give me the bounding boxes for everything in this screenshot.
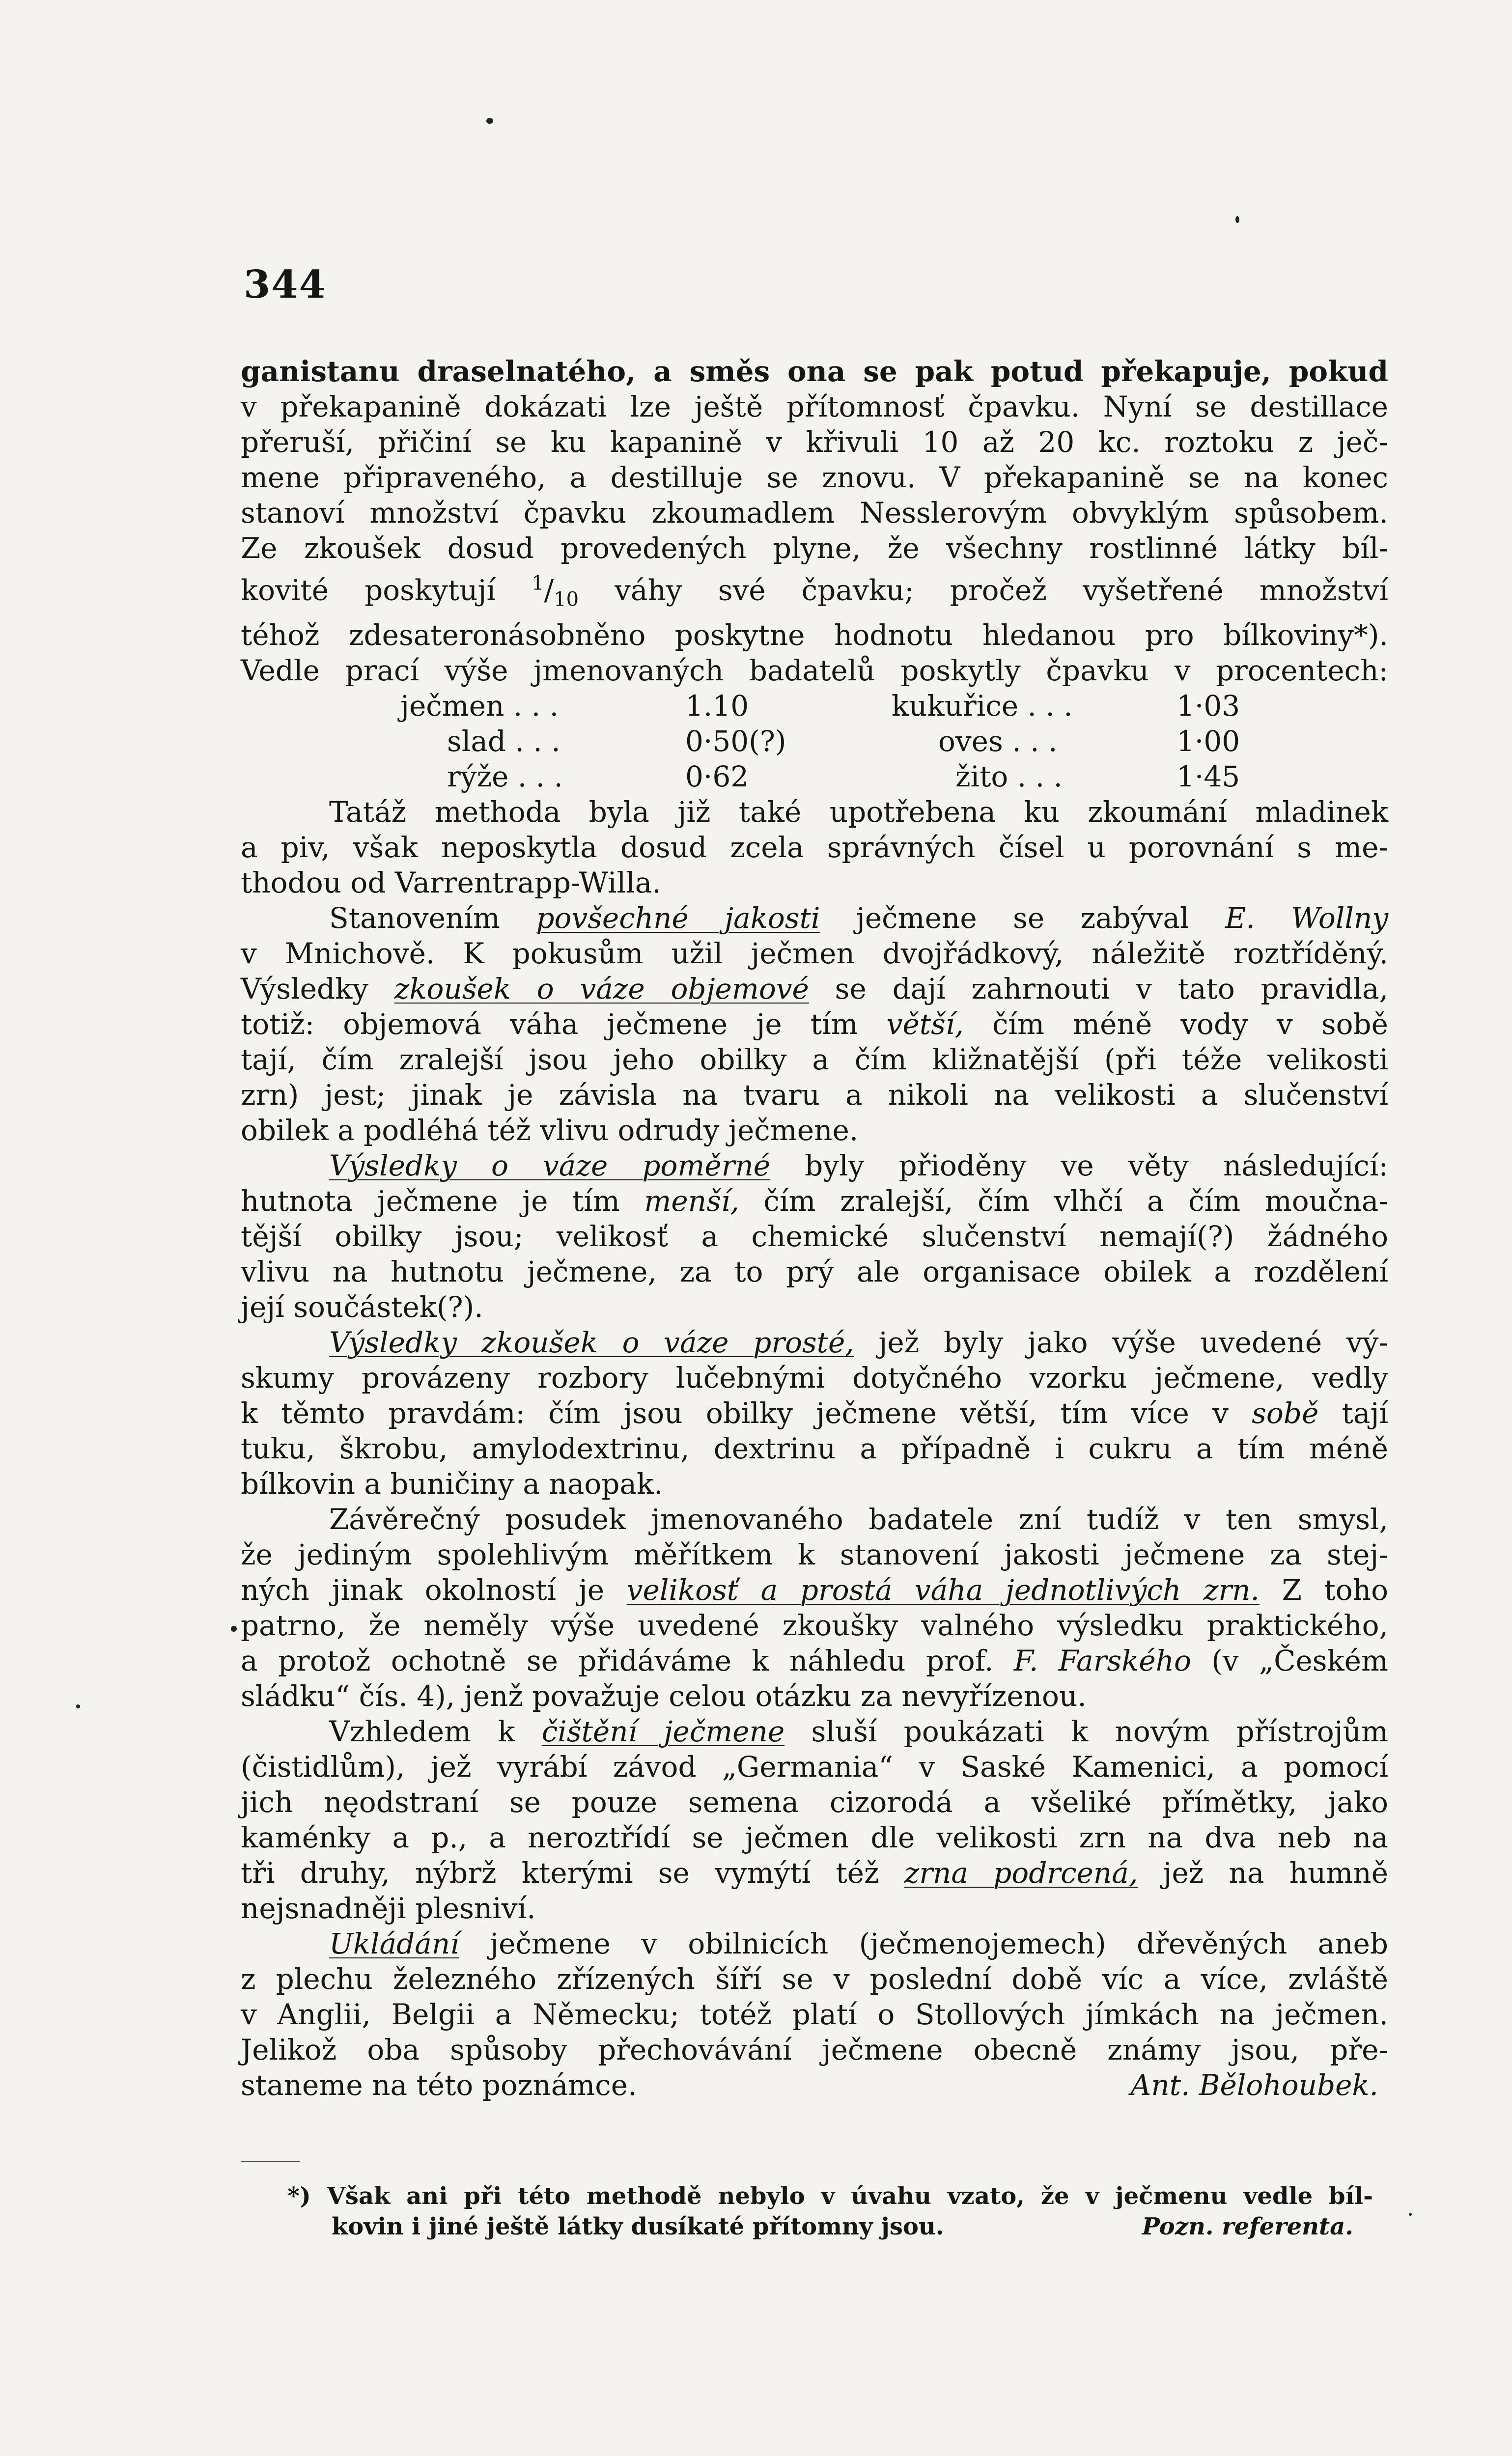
text-segment: Stanovením xyxy=(329,901,536,935)
paragraph-7 xyxy=(241,1714,1388,1926)
emphasis: Výsledky zkoušek o váze prosté, xyxy=(329,1325,854,1359)
paragraph-5 xyxy=(241,1325,1388,1502)
text-segment: jež na humně xyxy=(1138,1856,1389,1890)
text-segment: ných jinak okolností je xyxy=(241,1573,627,1607)
text-line: Jelikož oba spůsoby přechovávání ječmene obecně známy jsou, pře- xyxy=(241,2033,1388,2066)
emphasis: povšechné jakosti xyxy=(536,901,820,935)
text-line: stanoví množství čpavku zkoumadlem Nesslerovým obvyklým spůsobem. xyxy=(241,496,1388,530)
text-line: vlivu na hutnotu ječmene, za to prý ale organisace obilek a rozdělení xyxy=(241,1255,1388,1288)
text-segment: Vzhledem k xyxy=(329,1714,542,1748)
signature: Ant. Bělohoubek. xyxy=(1130,2068,1378,2102)
table-value: 1.10 xyxy=(685,689,749,723)
text-line: obilek a podléhá též vlivu odrudy ječmene. xyxy=(241,1113,859,1147)
text-segment: ječmene v obilnicích (ječmenojemech) dřevěných aneb xyxy=(459,1926,1388,1960)
text-line xyxy=(241,1325,1388,1360)
emphasis: menší, xyxy=(644,1184,739,1218)
text-line: kaménky a p., a neroztřídí se ječmen dle velikosti zrn na dva neb na xyxy=(241,1820,1388,1854)
text-line xyxy=(241,1148,1388,1183)
emphasis: čištění ječmene xyxy=(541,1714,785,1748)
fraction-numerator: 1 xyxy=(532,572,544,595)
text-line: že jediným spolehlivým měřítkem k stanovení jakosti ječmene za stej- xyxy=(241,1537,1388,1571)
text-line xyxy=(241,1395,1388,1431)
text-line: thodou od Varrentrapp-Willa. xyxy=(241,865,661,899)
emphasis: Ukládání xyxy=(329,1926,459,1960)
text-segment: jež byly jako výše uvedené vý- xyxy=(854,1325,1388,1359)
table-label: ječmen . . . xyxy=(400,689,559,723)
text-line: nejsnadněji plesniví. xyxy=(241,1891,536,1925)
footnote xyxy=(287,2181,1373,2242)
text-line: mene připraveného, a destilluje se znovu. V překapanině se na konec xyxy=(241,461,1388,494)
text-line: patrno, že neměly výše uvedené zkoušky valného výsledku praktického, xyxy=(241,1608,1388,1642)
text-segment: hutnota ječmene je tím xyxy=(241,1184,644,1218)
author-name: F. Farského xyxy=(1013,1644,1191,1677)
body-text xyxy=(241,354,1388,2103)
table-label: oves . . . xyxy=(938,724,1058,758)
text-line: Vedle prací výše jmenovaných badatelů poskytly čpavku v procentech: xyxy=(241,653,1388,687)
text-line xyxy=(241,1006,1388,1042)
footnote-attribution: Pozn. referenta. xyxy=(1142,2213,1353,2240)
table-value: 1·45 xyxy=(1176,759,1240,793)
ammonia-table xyxy=(241,688,1481,794)
text-segment: tři druhy, nýbrž kterými se vymýtí též xyxy=(241,1856,904,1890)
scan-speck xyxy=(1235,216,1239,223)
paragraph-2 xyxy=(241,794,1388,900)
table-label: kukuřice . . . xyxy=(892,689,1073,723)
footnote-divider xyxy=(241,2161,300,2162)
footnote-text: kovin i jiné ještě látky dusíkaté přítomny jsou. xyxy=(332,2213,944,2240)
text-line: Tatáž methoda byla již také upotřebena ku zkoumání mladinek xyxy=(329,795,1388,829)
text-line: jich nęodstraní se pouze semena cizorodá a všeliké přímětky, jako xyxy=(241,1785,1388,1819)
text-segment: byly přioděny ve věty následující: xyxy=(770,1148,1388,1182)
text-segment: kovité poskytují xyxy=(241,573,532,607)
text-line: její součástek(?). xyxy=(241,1290,483,1324)
table-value: 0·62 xyxy=(685,759,749,793)
text-segment: čím méně vody v sobě xyxy=(963,1007,1389,1041)
footnote-line: *) Však ani při této methodě nebylo v úvahu vzato, že v ječmenu vedle bíl- xyxy=(287,2182,1373,2210)
text-segment: tají xyxy=(1318,1396,1388,1430)
table-label: žito . . . xyxy=(955,759,1063,793)
emphasis: zkoušek o váze objemové xyxy=(394,972,809,1005)
text-line: tuku, škrobu, amylodextrinu, dextrinu a případně i cukru a tím méně xyxy=(241,1431,1388,1465)
text-line: téhož zdesateronásobněno poskytne hodnotu hledanou pro bílkoviny*). xyxy=(241,618,1388,652)
table-value: 1·03 xyxy=(1176,689,1240,723)
text-line xyxy=(241,2067,1388,2103)
scan-speck xyxy=(76,1704,80,1708)
paragraph-8 xyxy=(241,1926,1388,2103)
text-segment: sluší poukázati k novým přístrojům xyxy=(784,1714,1389,1748)
text-line: v Anglii, Belgii a Německu; totéž platí o Stollových jímkách na ječmen. xyxy=(241,1997,1388,2031)
text-line xyxy=(241,971,1388,1006)
text-line: Závěrečný posudek jmenovaného badatele zní tudíž v ten smysl, xyxy=(329,1502,1388,1536)
text-line: tají, čím zralejší jsou jeho obilky a čím kližnatější (při téže velikosti xyxy=(241,1042,1388,1076)
text-line: přeruší, přičiní se ku kapanině v křivuli 10 až 20 kc. roztoku z ječ- xyxy=(241,425,1388,459)
text-line: v překapanině dokázati lze ještě přítomnosť čpavku. Nyní se destillace xyxy=(241,390,1388,423)
text-line: v Mnichově. K pokusům užil ječmen dvojřádkový, náležitě roztříděný. xyxy=(241,936,1388,970)
table-label: slad . . . xyxy=(447,724,560,758)
text-segment: Výsledky xyxy=(241,972,394,1005)
text-segment: totiž: objemová váha ječmene je tím xyxy=(241,1007,887,1041)
text-line: Ze zkoušek dosud provedených plyne, že všechny rostlinné látky bíl- xyxy=(241,531,1388,565)
text-line: zrn) jest; jinak je závisla na tvaru a nikoli na velikosti a slučenství xyxy=(241,1078,1388,1112)
emphasis: Výsledky o váze poměrné xyxy=(329,1148,771,1182)
text-segment: se dají zahrnouti v tato pravidla, xyxy=(809,972,1389,1005)
table-label: rýže . . . xyxy=(447,759,563,793)
text-line: skumy provázeny rozbory lučebnými dotyčného vzorku ječmene, vedly xyxy=(241,1361,1388,1395)
text-segment: (v „Českém xyxy=(1191,1644,1389,1677)
scan-speck xyxy=(231,1626,237,1632)
emphasis: velikosť a prostá váha jednotlivých zrn. xyxy=(626,1573,1260,1607)
text-segment: k těmto pravdám: čím jsou obilky ječmene větší, tím více v xyxy=(241,1396,1252,1430)
fraction-denominator: 10 xyxy=(554,588,579,611)
emphasis: zrna podrcená, xyxy=(904,1856,1138,1890)
text-line: a piv, však neposkytla dosud zcela správných čísel u porovnání s me- xyxy=(241,830,1388,864)
text-segment: Z toho xyxy=(1259,1573,1388,1607)
text-line: (čistidlům), jež vyrábí závod „Germania“ v Saské Kamenici, a pomocí xyxy=(241,1750,1388,1784)
footnote-line xyxy=(287,2211,1373,2242)
text-line xyxy=(241,1926,1388,1961)
scan-speck xyxy=(486,118,493,124)
text-line xyxy=(241,1855,1388,1891)
text-line xyxy=(241,1572,1388,1608)
page-number: 344 xyxy=(244,262,327,307)
author-name: E. Wollny xyxy=(1225,901,1389,935)
text-segment: ječmene se zabýval xyxy=(820,901,1225,935)
text-segment: čím zralejší, čím vlhčí a čím moučna- xyxy=(739,1184,1388,1218)
table-value: 0·50(?) xyxy=(685,724,786,758)
text-line xyxy=(241,1714,1388,1749)
scan-speck xyxy=(1409,2213,1412,2216)
text-line: sládku“ čís. 4), jenž považuje celou otázku za nevyřízenou. xyxy=(241,1679,1087,1713)
paragraph-3 xyxy=(241,900,1388,1148)
text-line xyxy=(241,1183,1388,1219)
emphasis: větší, xyxy=(886,1007,964,1041)
text-segment: a protož ochotně se přidáváme k náhledu prof. xyxy=(241,1644,1014,1677)
text-line: z plechu železného zřízených šíří se v poslední době víc a více, zvláště xyxy=(241,1962,1388,1996)
emphasis: sobě xyxy=(1252,1396,1319,1430)
text-line xyxy=(241,1643,1388,1678)
text-segment: váhy své čpavku; pročež vyšetřené množství xyxy=(579,573,1388,607)
text-line xyxy=(241,900,1388,936)
paragraph-1 xyxy=(241,354,1388,688)
fraction: $^1/_{10}$ xyxy=(532,572,579,611)
text-line: ganistanu draselnatého, a směs ona se pak potud překapuje, pokud xyxy=(241,355,1388,388)
paragraph-4 xyxy=(241,1148,1388,1325)
text-line-with-fraction xyxy=(241,566,1388,617)
paragraph-6 xyxy=(241,1502,1388,1714)
table-value: 1·00 xyxy=(1176,724,1240,758)
text-segment: staneme na této poznámce. xyxy=(241,2068,637,2102)
text-line: tější obilky jsou; velikosť a chemické slučenství nemají(?) žádného xyxy=(241,1219,1388,1253)
text-line: bílkovin a buničiny a naopak. xyxy=(241,1467,663,1501)
